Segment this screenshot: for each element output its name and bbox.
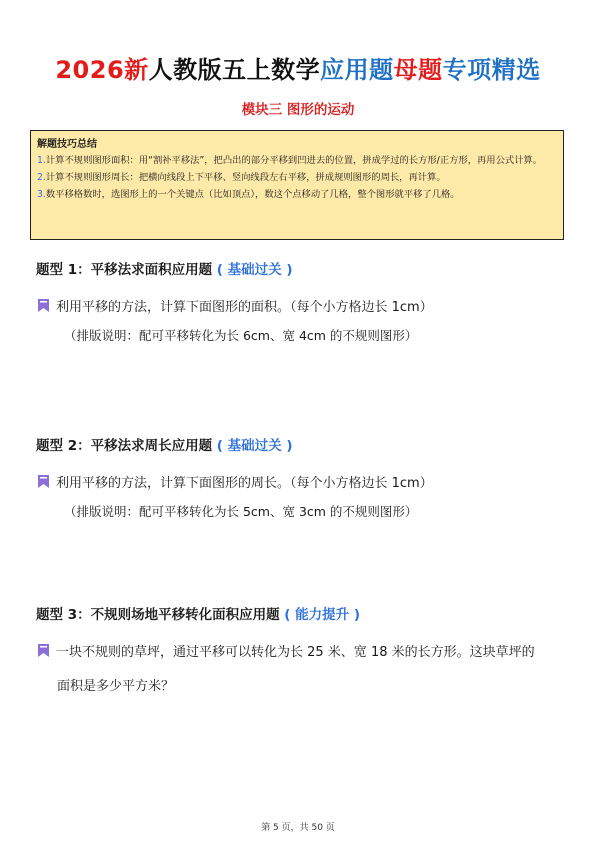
- question-text: 利用平移的方法，计算下面图形的周长。（每个小方格边长 1cm）: [56, 476, 433, 491]
- tips-box: [30, 130, 564, 240]
- tip-item: [37, 154, 557, 168]
- question-text: 利用平移的方法，计算下面图形的面积。（每个小方格边长 1cm）: [56, 300, 433, 315]
- section-title-text: 题型 2：平移法求周长应用题: [36, 438, 213, 454]
- title-part: 母题: [393, 56, 443, 84]
- bookmark-icon: [38, 299, 49, 312]
- section-title: [36, 258, 293, 278]
- title-part: 人教版五上数学: [148, 56, 321, 84]
- tip-number: 2.: [37, 171, 46, 183]
- difficulty-tag: ( 基础过关 ): [216, 262, 293, 278]
- difficulty-tag: ( 能力提升 ): [284, 607, 361, 623]
- question-continuation: 面积是多少平方米？: [57, 679, 175, 694]
- tip-text: 计算不规则图形面积：用“割补平移法”，把凸出的部分平移到凹进去的位置，拼成学过的长方形/正方形，再用公式计算。: [45, 155, 543, 166]
- page-title: [0, 50, 596, 85]
- tips-heading: 解题技巧总结: [37, 139, 97, 150]
- section-title: [36, 603, 360, 623]
- tip-item: [37, 171, 557, 185]
- page-footer: 第 5 页，共 50 页: [261, 823, 335, 833]
- layout-note: （排版说明：配可平移转化为长 5cm、宽 3cm 的不规则图形）: [64, 504, 418, 519]
- section-title-text: 题型 1：平移法求面积应用题: [36, 262, 213, 278]
- question: [38, 296, 433, 315]
- question: [38, 641, 535, 660]
- layout-note: （排版说明：配可平移转化为长 6cm、宽 4cm 的不规则图形）: [64, 328, 418, 343]
- bookmark-icon: [38, 475, 49, 488]
- question-text: 一块不规则的草坪，通过平移可以转化为长 25 米、宽 18 米的长方形。这块草坪的: [56, 645, 535, 660]
- title-part: 专项精选: [442, 56, 541, 84]
- bookmark-icon: [38, 644, 49, 657]
- module-subtitle: 模块三 图形的运动: [241, 102, 355, 118]
- title-part: 2026新: [55, 56, 149, 84]
- tip-number: 3.: [37, 188, 46, 200]
- tip-item: [37, 188, 557, 202]
- question: [38, 472, 433, 491]
- title-part: 应用题: [320, 56, 394, 84]
- tip-text: 数平移格数时，选图形上的一个关键点（比如顶点），数这个点移动了几格，整个图形就平移了几格。: [45, 188, 460, 200]
- difficulty-tag: ( 基础过关 ): [216, 438, 293, 454]
- section-title: [36, 434, 293, 454]
- tip-text: 计算不规则图形周长：把横向线段上下平移、竖向线段左右平移，拼成规则图形的周长，再计算。: [45, 171, 446, 183]
- tip-number: 1.: [37, 155, 46, 166]
- section-title-text: 题型 3：不规则场地平移转化面积应用题: [36, 607, 280, 623]
